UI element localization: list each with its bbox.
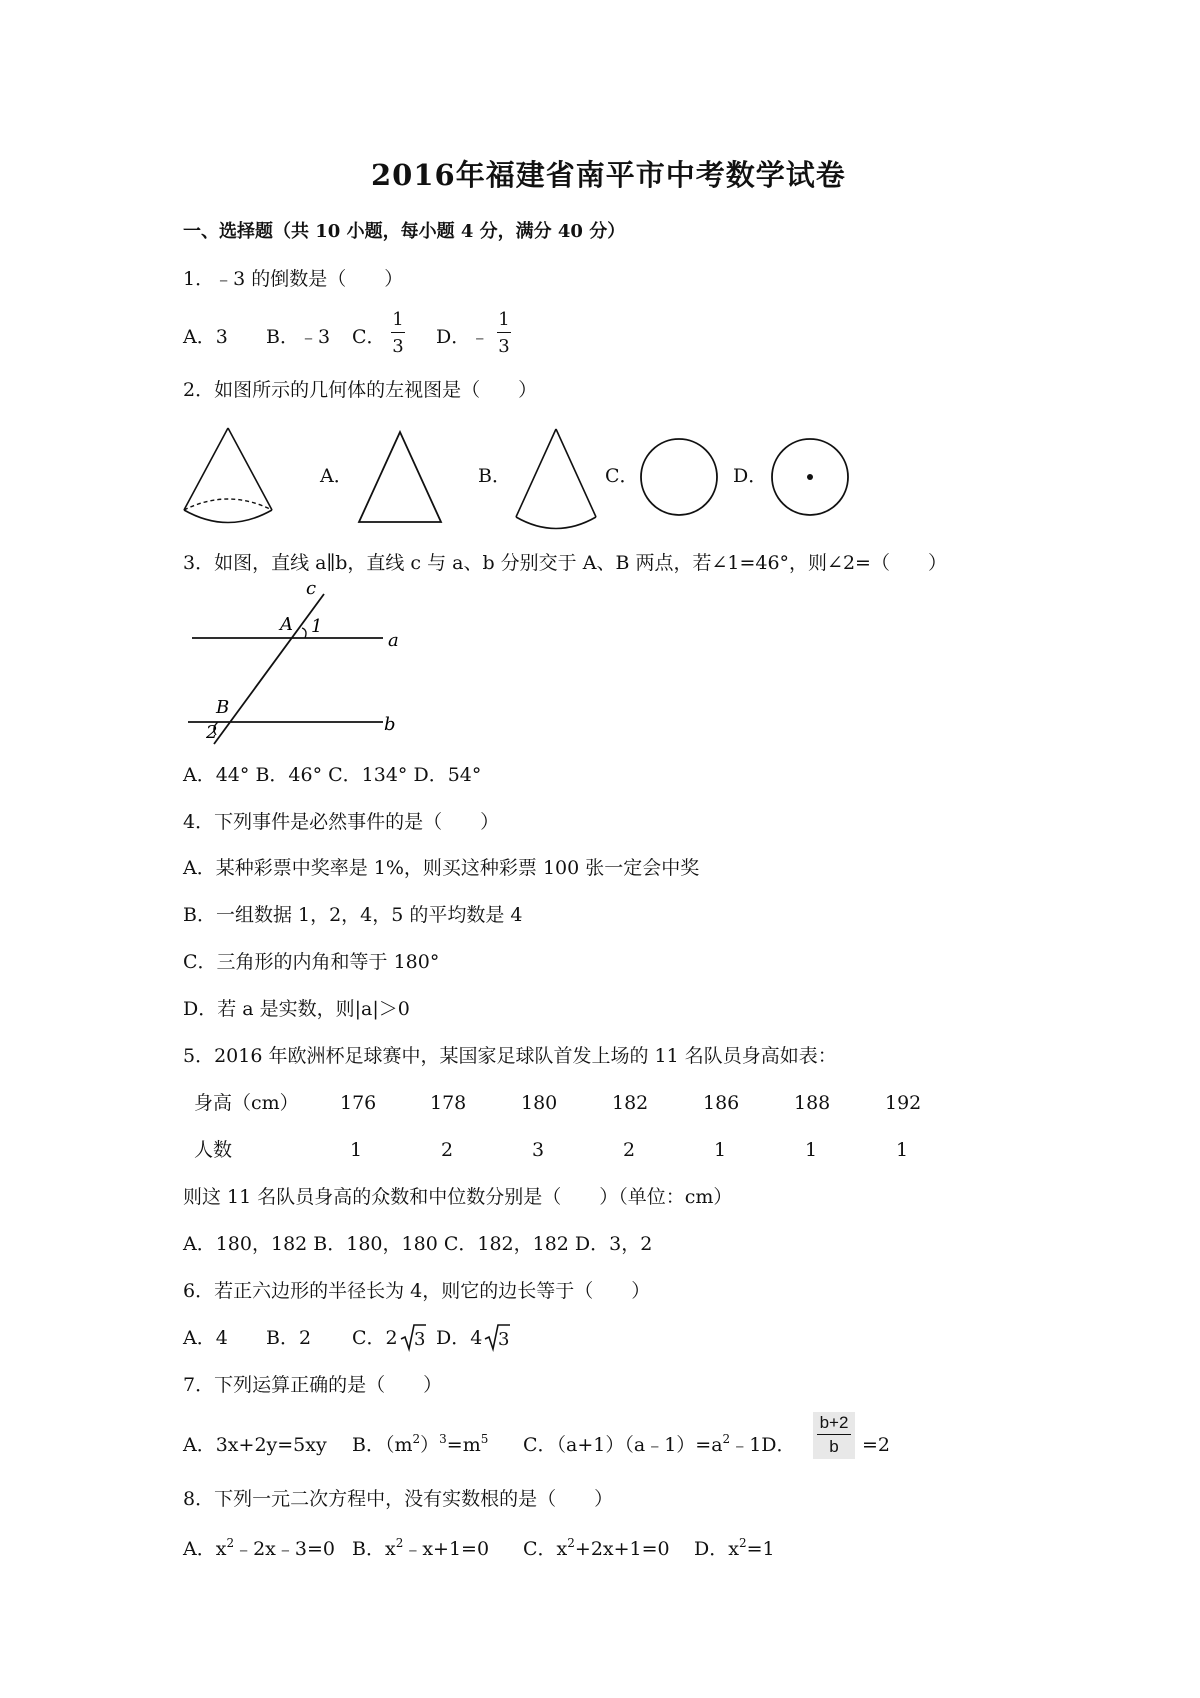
- sector-view-figure: [512, 425, 600, 533]
- superscript: 2: [412, 1432, 421, 1446]
- q2-option-d: D．: [733, 465, 768, 487]
- question-6-stem: 6．若正六边形的半径长为 4，则它的边长等于（ ）: [183, 1280, 651, 1302]
- fraction-numerator: b+2: [819, 1413, 849, 1432]
- q4-option-c: C．三角形的内角和等于 180°: [183, 951, 440, 973]
- cone-solid-figure: [178, 420, 278, 532]
- q7-option-b: [352, 1432, 489, 1456]
- q8-option-b: [352, 1536, 490, 1560]
- question-2-stem: 2．如图所示的几何体的左视图是（ ）: [183, 379, 538, 401]
- table-cell: 186: [703, 1092, 740, 1114]
- label-line-b: b: [384, 714, 396, 735]
- table-cell: 1: [350, 1139, 363, 1161]
- question-7-stem: 7．下列运算正确的是（ ）: [183, 1374, 443, 1396]
- q8-option-a: [183, 1536, 335, 1560]
- table-cell: 192: [885, 1092, 922, 1114]
- circle-with-center-view-figure: [769, 436, 851, 518]
- label-point-B: B: [216, 697, 230, 718]
- label-point-A: A: [280, 614, 293, 635]
- table-cell: 3: [532, 1139, 545, 1161]
- q6-option-c-sqrt: [400, 1328, 424, 1350]
- table-cell: 182: [612, 1092, 649, 1114]
- q8-a-part: A．x: [183, 1538, 227, 1560]
- question-5-stem: 5．2016 年欧洲杯足球赛中，某国家足球队首发上场的 11 名队员身高如表：: [183, 1045, 837, 1067]
- fraction-numerator: 1: [392, 309, 404, 330]
- q6-option-b: B．2: [266, 1327, 312, 1349]
- table-cell: 176: [340, 1092, 377, 1114]
- q5-options: A．180，182 B．180，180 C．182，182 D．3，2: [183, 1233, 653, 1255]
- q8-a-part: ﹣2x﹣3=0: [234, 1538, 335, 1560]
- table-row-label-height: 身高（cm）: [194, 1092, 299, 1114]
- q1-option-c: C．: [352, 326, 386, 348]
- fraction-denominator: 3: [498, 336, 510, 357]
- table-cell: 180: [521, 1092, 558, 1114]
- label-angle-2: 2: [206, 722, 218, 743]
- q3-options: A．44° B．46° C．134° D．54°: [183, 764, 482, 786]
- table-cell: 1: [896, 1139, 909, 1161]
- q7-b-part: B．（m: [352, 1434, 413, 1456]
- q7-b-part: =m: [446, 1434, 481, 1456]
- fraction-denominator: b: [829, 1437, 839, 1456]
- q1-option-c-fraction: [391, 311, 405, 356]
- question-3-stem: 3．如图，直线 a∥b，直线 c 与 a、b 分别交于 A、B 两点，若∠1=46°，则∠2=（ ）: [183, 552, 947, 574]
- page-title: 2016年福建省南平市中考数学试卷: [371, 158, 846, 192]
- table-cell: 1: [714, 1139, 727, 1161]
- q5-question: 则这 11 名队员身高的众数和中位数分别是（ ）（单位：cm）: [183, 1186, 733, 1208]
- q1-option-d-fraction: [497, 311, 511, 356]
- q2-option-a: A．: [320, 465, 353, 487]
- q8-c-part: C．x: [523, 1538, 568, 1560]
- question-4-stem: 4．下列事件是必然事件的是（ ）: [183, 811, 500, 833]
- q4-option-a: A．某种彩票中奖率是 1%，则买这种彩票 100 张一定会中奖: [183, 857, 700, 879]
- q7-c-part: ﹣1D．: [730, 1434, 796, 1456]
- section-heading: 一、选择题（共 10 小题，每小题 4 分，满分 40 分）: [183, 221, 626, 242]
- q6-option-a: A．4: [183, 1327, 228, 1349]
- q6-option-c: C．2: [352, 1327, 398, 1349]
- radicand: 3: [414, 1329, 426, 1350]
- question-1-stem: 1．﹣3 的倒数是（ ）: [183, 268, 404, 290]
- parallel-lines-figure: [178, 580, 418, 750]
- q6-option-d: D．4: [436, 1327, 483, 1349]
- superscript: 3: [439, 1432, 447, 1446]
- fraction-denominator: 3: [392, 336, 404, 357]
- q1-option-b: B．﹣3: [266, 326, 331, 348]
- q8-option-d: [694, 1536, 775, 1560]
- triangle-view-figure: [355, 428, 445, 526]
- q4-option-b: B．一组数据 1，2，4，5 的平均数是 4: [183, 904, 523, 926]
- q8-b-part: ﹣x+1=0: [403, 1538, 490, 1560]
- table-cell: 2: [441, 1139, 454, 1161]
- q8-d-part: D．x: [694, 1538, 739, 1560]
- q8-b-part: B．x: [352, 1538, 396, 1560]
- q2-option-b: B．: [478, 465, 511, 487]
- table-cell: 2: [623, 1139, 636, 1161]
- q7-option-d-fraction: [813, 1412, 855, 1459]
- superscript: 2: [738, 1536, 747, 1550]
- label-c: c: [306, 580, 317, 599]
- radicand: 3: [498, 1329, 510, 1350]
- circle-view-figure: [638, 436, 720, 518]
- table-row-label-count: 人数: [194, 1139, 233, 1161]
- table-cell: 1: [805, 1139, 818, 1161]
- superscript: 5: [480, 1432, 489, 1446]
- question-8-stem: 8．下列一元二次方程中，没有实数根的是（ ）: [183, 1488, 614, 1510]
- q1-option-d: D．﹣: [436, 326, 490, 348]
- q8-option-c: [523, 1536, 670, 1560]
- label-angle-1: 1: [311, 616, 323, 637]
- q2-option-c: C．: [605, 465, 639, 487]
- superscript: 2: [567, 1536, 575, 1550]
- superscript: 2: [226, 1536, 235, 1550]
- label-line-a: a: [388, 630, 399, 651]
- q8-d-part: =1: [746, 1538, 775, 1560]
- q7-b-part: ）: [420, 1434, 440, 1456]
- q4-option-d: D．若 a 是实数，则|a|＞0: [183, 998, 410, 1020]
- q1-option-a: A．3: [183, 326, 228, 348]
- q8-c-part: +2x+1=0: [574, 1538, 670, 1560]
- superscript: 2: [395, 1536, 404, 1550]
- q7-option-a: A．3x+2y=5xy: [183, 1434, 327, 1456]
- table-cell: 188: [794, 1092, 831, 1114]
- q7-option-d-equals: =2: [862, 1434, 891, 1456]
- q6-option-d-sqrt: [484, 1328, 508, 1350]
- superscript: 2: [722, 1432, 731, 1446]
- fraction-numerator: 1: [498, 309, 510, 330]
- q7-option-c: [523, 1432, 796, 1456]
- q7-c-part: C．（a+1）（a﹣1）=a: [523, 1434, 723, 1456]
- table-cell: 178: [430, 1092, 467, 1114]
